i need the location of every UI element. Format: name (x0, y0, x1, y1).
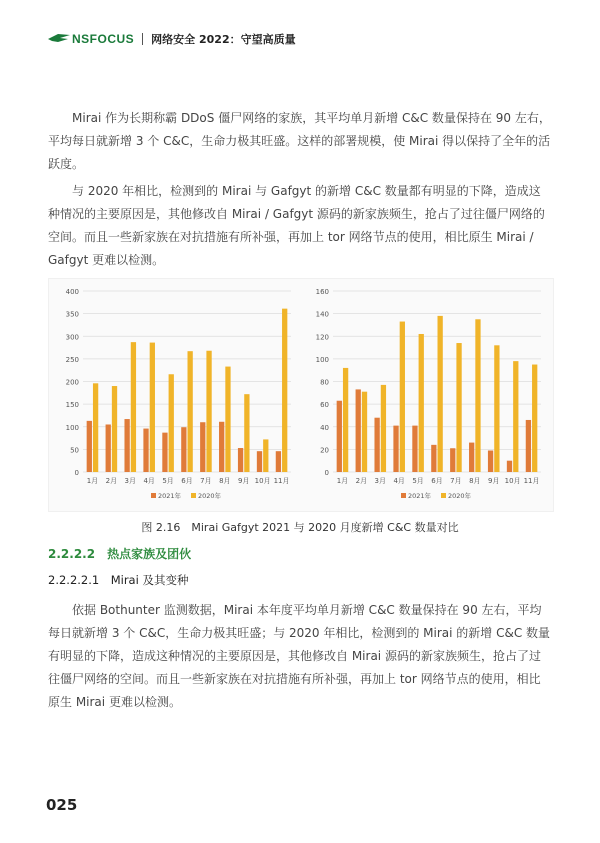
legend-label: 2020年 (448, 492, 472, 500)
bar-2020年 (112, 386, 117, 472)
body-paragraph-2: 与 2020 年相比，检测到的 Mirai 与 Gafgyt 的新增 C&C 数量都有明显的下降，造成这种情况的主要原因是，其他修改自 Mirai / Gafgyt 源码的新家族频生，抢占了过往僵尸网络的空间。而且一些新家族在对抗措施有所补强，再加上 tor 网络节点的使用，相比原生 Mirai / Gafgyt 更难以检测。 (48, 184, 545, 267)
logo-text: NSFOCUS (72, 32, 135, 46)
bar-2020年 (343, 368, 348, 472)
section-heading: 2.2.2.2 热点家族及团伙 (48, 547, 192, 561)
bar-2021年 (238, 448, 243, 472)
bar-2020年 (475, 319, 480, 472)
y-tick-label: 400 (65, 288, 79, 296)
x-tick-label: 8月 (219, 477, 231, 485)
y-tick-label: 50 (70, 446, 79, 455)
y-tick-label: 200 (65, 378, 79, 387)
y-tick-label: 40 (320, 423, 329, 432)
bar-2021年 (276, 451, 281, 472)
bar-2021年 (431, 445, 436, 472)
body-paragraph-3: 依据 Bothunter 监测数据，Mirai 本年度平均单月新增 C&C 数量保持在 90 左右，平均每日就新增 3 个 C&C，生命力极其旺盛；与 2020 年相比，检测到的 Mirai 的新增 C&C 数量有明显的下降，造成这种情况的主要原因是，其他修改自 Mirai 源码的新家族频生，抢占了过往僵尸网络的空间。而且一些新家族在对抗措施有所补强，再加上 tor 网络节点的使用，相比原生 Mirai 更难以检测。 (48, 603, 551, 709)
bar-2021年 (181, 427, 186, 472)
bar-2021年 (488, 451, 493, 472)
bar-2021年 (393, 426, 398, 472)
x-tick-label: 6月 (431, 477, 443, 485)
y-tick-label: 0 (324, 469, 329, 477)
y-tick-label: 100 (65, 423, 79, 432)
bar-2021年 (257, 451, 262, 472)
bar-2020年 (362, 392, 367, 472)
mirai-chart-svg (53, 279, 299, 511)
body-paragraph-1: Mirai 作为长期称霸 DDoS 僵尸网络的家族，其平均单月新增 C&C 数量保持在 90 左右，平均每日就新增 3 个 C&C，生命力极其旺盛。这样的部署规模，使 Mirai 得以保持了全年的活跃度。 (48, 111, 551, 171)
bar-2020年 (494, 345, 499, 472)
x-tick-label: 5月 (162, 477, 174, 485)
x-tick-label: 8月 (469, 477, 481, 485)
x-tick-label: 2月 (355, 477, 368, 485)
legend-swatch (401, 493, 406, 498)
y-tick-label: 120 (315, 333, 329, 342)
bar-2020年 (150, 343, 155, 472)
bar-2020年 (244, 394, 249, 472)
bar-2021年 (143, 429, 148, 472)
legend-label: 2021年 (408, 492, 432, 500)
y-tick-label: 0 (74, 469, 79, 477)
x-tick-label: 3月 (374, 477, 387, 485)
bar-2021年 (124, 419, 129, 472)
x-tick-label: 1月 (86, 477, 99, 485)
x-tick-label: 10月 (254, 477, 271, 485)
bar-2020年 (225, 367, 230, 472)
y-tick-label: 20 (320, 446, 329, 455)
legend-label: 2020年 (198, 492, 222, 500)
bar-2021年 (469, 443, 474, 472)
nsfocus-logo (48, 32, 134, 46)
page-header (48, 28, 296, 50)
bar-2021年 (87, 421, 92, 472)
bar-2020年 (438, 316, 443, 472)
legend-label: 2021年 (158, 492, 182, 500)
bar-2021年 (106, 424, 111, 472)
bar-2021年 (337, 401, 342, 472)
x-tick-label: 4月 (393, 477, 405, 485)
y-tick-label: 160 (315, 288, 329, 296)
bar-2021年 (450, 448, 455, 472)
figure-charts (48, 278, 554, 512)
bar-2021年 (356, 389, 361, 472)
bar-2020年 (263, 439, 268, 472)
bar-2021年 (200, 422, 205, 472)
header-divider (142, 33, 143, 45)
x-tick-label: 6月 (181, 477, 193, 485)
bar-2020年 (532, 365, 537, 472)
mirai-chart (53, 279, 299, 511)
y-tick-label: 100 (315, 355, 329, 364)
x-tick-label: 7月 (200, 477, 212, 485)
bar-2020年 (419, 334, 424, 472)
x-tick-label: 5月 (412, 477, 424, 485)
x-tick-label: 9月 (487, 477, 500, 485)
legend-swatch (191, 493, 196, 498)
x-tick-label: 11月 (273, 477, 290, 485)
legend-swatch (151, 493, 156, 498)
y-tick-label: 60 (320, 401, 329, 410)
subsection-heading: 2.2.2.2.1 Mirai 及其变种 (48, 573, 189, 587)
bar-2021年 (162, 433, 167, 472)
y-tick-label: 80 (320, 378, 329, 387)
x-tick-label: 11月 (523, 477, 540, 485)
bar-2020年 (513, 361, 518, 472)
x-tick-label: 7月 (450, 477, 462, 485)
bar-2020年 (169, 374, 174, 472)
y-tick-label: 150 (65, 401, 79, 410)
bar-2020年 (206, 351, 211, 472)
gafgyt-chart (303, 279, 549, 511)
x-tick-label: 4月 (143, 477, 155, 485)
page-number: 025 (46, 796, 78, 814)
bar-2020年 (188, 351, 193, 472)
bar-2021年 (526, 420, 531, 472)
bar-2020年 (93, 383, 98, 472)
nsfocus-wing-icon (48, 33, 70, 45)
bar-2021年 (374, 418, 379, 472)
x-tick-label: 3月 (124, 477, 137, 485)
bar-2020年 (381, 385, 386, 472)
bar-2021年 (219, 422, 224, 472)
x-tick-label: 2月 (105, 477, 118, 485)
y-tick-label: 350 (65, 310, 79, 319)
legend-swatch (441, 493, 446, 498)
y-tick-label: 300 (65, 333, 79, 342)
bar-2020年 (282, 309, 287, 472)
figure-caption: 图 2.16 Mirai Gafgyt 2021 与 2020 月度新增 C&C 数量对比 (141, 521, 459, 534)
x-tick-label: 9月 (237, 477, 250, 485)
gafgyt-chart-svg (303, 279, 549, 511)
bar-2021年 (507, 461, 512, 472)
bar-2020年 (400, 322, 405, 472)
bar-2020年 (456, 343, 461, 472)
y-tick-label: 140 (315, 310, 329, 319)
y-tick-label: 250 (65, 355, 79, 364)
x-tick-label: 10月 (504, 477, 521, 485)
bar-2020年 (131, 342, 136, 472)
x-tick-label: 1月 (336, 477, 349, 485)
header-title: 网络安全 2022：守望高质量 (151, 33, 296, 46)
bar-2021年 (412, 426, 417, 472)
